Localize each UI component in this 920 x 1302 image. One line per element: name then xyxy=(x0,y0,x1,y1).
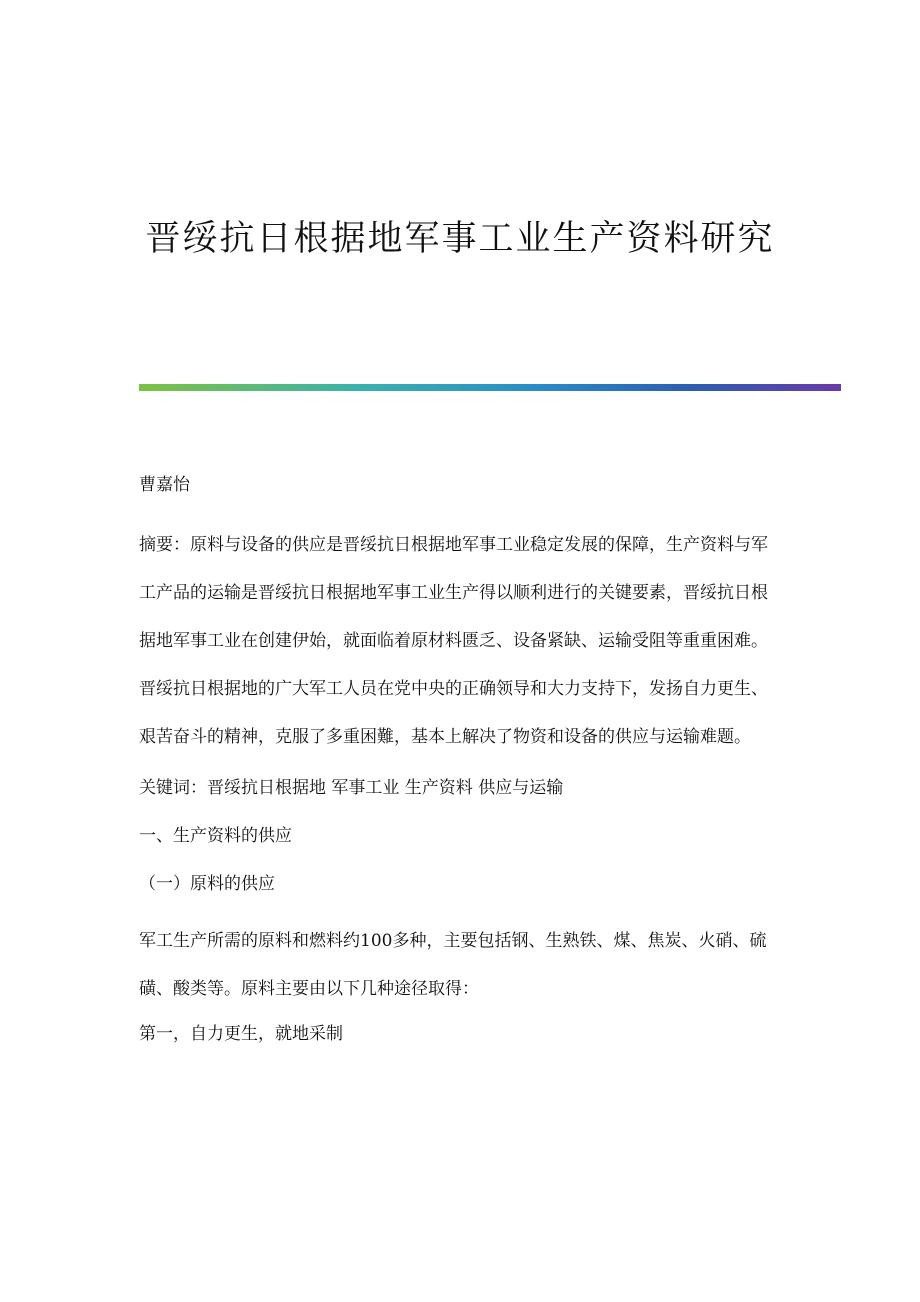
keywords-line: 关键词：晋绥抗日根据地 军事工业 生产资料 供应与运输 xyxy=(139,778,564,798)
document-title: 晋绥抗日根据地军事工业生产资料研究 xyxy=(145,219,775,259)
author-name: 曹嘉怡 xyxy=(139,475,190,495)
abstract-paragraph: 摘要：原料与设备的供应是晋绥抗日根据地军事工业稳定发展的保障，生产资料与军工产品的运输是晋绥抗日根据地军事工业生产得以顺利进行的关键要素，晋绥抗日根据地军事工业在创建伊始，就面临着原材料匮乏、设备紧缺、运输受阻等重重困难。晋绥抗日根据地的广大军工人员在党中央的正确领导和大力支持下，发扬自力更生、艰苦奋斗的精神，克服了多重困難，基本上解决了物资和设备的供应与运输难题。 xyxy=(139,535,768,747)
point-heading: 第一，自力更生，就地采制 xyxy=(139,1024,343,1044)
body-paragraph: 军工生产所需的原料和燃料约100多种，主要包括钢、生熟铁、煤、焦炭、火硝、硫磺、酸类等。原料主要由以下几种途径取得： xyxy=(139,931,767,999)
document-body xyxy=(139,470,779,1050)
section-heading: 一、生产资料的供应 xyxy=(139,826,292,846)
subsection-heading: （一）原料的供应 xyxy=(139,874,275,894)
title-divider xyxy=(139,384,841,391)
